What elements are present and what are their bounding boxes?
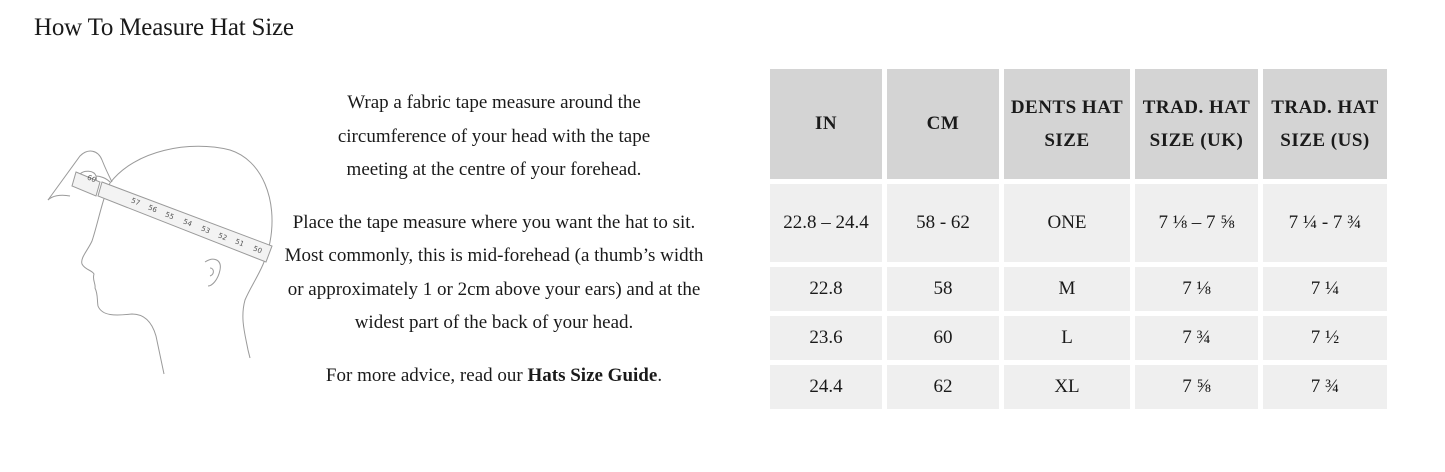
instruction-paragraph-1: Wrap a fabric tape measure around the circumference of your head with the tape meeting at the centre of your forehead. [337,92,651,180]
cell-uk-size: 7 ⅛ – 7 ⅝ [1135,184,1258,262]
header-trad-hat-size-uk: TRAD. HAT SIZE (UK) [1135,69,1258,179]
cell-cm: 58 [887,267,999,311]
cell-cm: 62 [887,365,999,409]
cell-cm: 60 [887,316,999,360]
table-header-row [770,69,1387,179]
tape-number: 56 [146,203,159,215]
cell-dents-size: M [1004,267,1130,311]
instruction-paragraph-2: Place the tape measure where you want the hat to sit. Most commonly, this is mid-forehead (a thumb’s width or approximately 1 or 2cm above your ears) and at the widest part of the back of your head. [284,211,704,333]
tape-number: 51 [233,237,246,249]
tape-number: 54 [181,217,194,229]
advice-prefix: For more advice, read our [325,364,528,386]
tape-number: 57 [129,196,142,208]
cell-us-size: 7 ¾ [1263,365,1387,409]
measure-instructions [284,86,704,411]
advice-line [284,359,704,393]
cell-in: 24.4 [770,365,882,409]
header-cm: CM [887,69,999,179]
table-row [770,316,1387,360]
cell-in: 22.8 – 24.4 [770,184,882,262]
cell-cm: 58 - 62 [887,184,999,262]
cell-uk-size: 7 ⅝ [1135,365,1258,409]
hats-size-guide-link[interactable]: Hats Size Guide [527,364,658,386]
tape-number: 53 [199,224,212,236]
tape-number: 60 [85,173,98,185]
cell-us-size: 7 ¼ - 7 ¾ [1263,184,1387,262]
advice-suffix: . [657,364,663,386]
header-in: IN [770,69,882,179]
cell-us-size: 7 ½ [1263,316,1387,360]
cell-dents-size: L [1004,316,1130,360]
page-title: How To Measure Hat Size [34,14,294,41]
tape-number: 50 [251,244,264,256]
tape-number: 52 [216,231,229,243]
cell-dents-size: XL [1004,365,1130,409]
cell-uk-size: 7 ¾ [1135,316,1258,360]
table-row [770,184,1387,262]
cell-us-size: 7 ¼ [1263,267,1387,311]
cell-uk-size: 7 ⅛ [1135,267,1258,311]
header-dents-hat-size: DENTS HAT SIZE [1004,69,1130,179]
cell-dents-size: ONE [1004,184,1130,262]
table-row [770,267,1387,311]
tape-number: 55 [163,210,176,222]
header-trad-hat-size-us: TRAD. HAT SIZE (US) [1263,69,1387,179]
size-table [765,64,1392,414]
table-row [770,365,1387,409]
head-tape-measure-icon [40,138,290,380]
cell-in: 22.8 [770,267,882,311]
cell-in: 23.6 [770,316,882,360]
